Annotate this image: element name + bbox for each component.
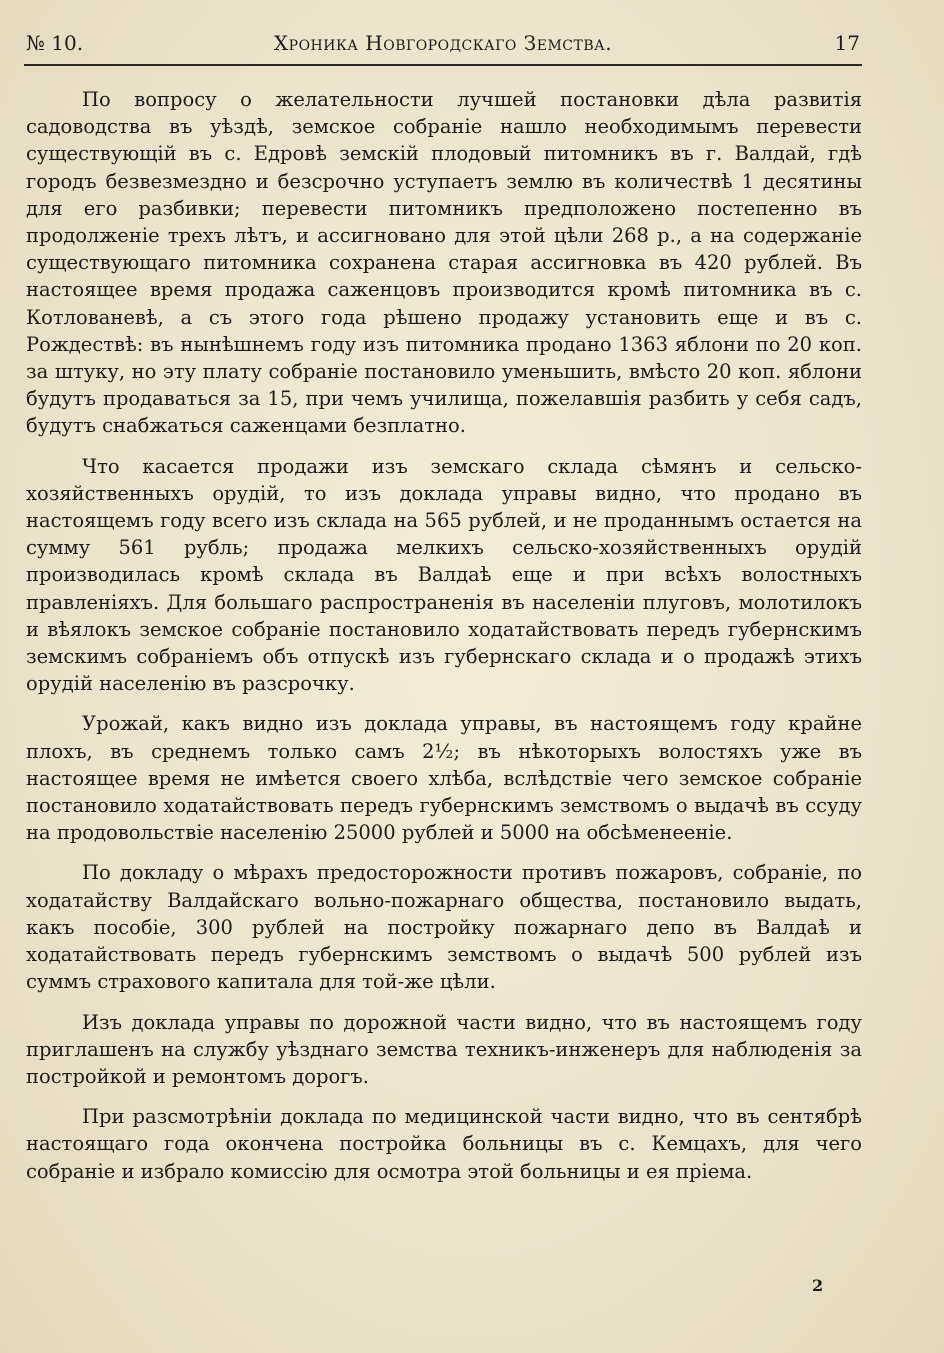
printer-signature-mark: 2: [812, 1276, 824, 1295]
header-rule: [24, 64, 862, 66]
journal-title: Хроника Новгородскаго Земства.: [273, 31, 613, 55]
page-number: 17: [834, 31, 860, 55]
paragraph-harvest: Урожай, какъ видно изъ доклада управы, въ настоящемъ году крайне плохъ, въ среднемъ только самъ 2½; въ нѣкоторыхъ волостяхъ уже въ настоящее время не имѣется своего хлѣба, вслѣдствіе чего земское собраніе постановило ходатайствовать передъ губернскимъ земствомъ о выдачѣ въ ссуду на продовольствіе населенію 25000 рублей и 5000 на обсѣменееніе.: [26, 712, 862, 845]
paragraph-fire-safety: По докладу о мѣрахъ предосторожности противъ пожаровъ, собраніе, по ходатайству Валдайскаго вольно-пожарнаго общества, постановило выдать, какъ пособіе, 300 рублей на постройку пожарнаго депо въ Валдаѣ и ходатайствовать передъ губернскимъ земствомъ о выдачѣ 500 рублей изъ суммъ страхового капитала для той-же цѣли.: [26, 861, 862, 994]
issue-number: № 10.: [26, 31, 84, 55]
paragraph-orchard-nursery: По вопросу о желательности лучшей постановки дѣла развитія садоводства въ уѣздѣ, земское собраніе нашло необходимымъ перевести существующій въ с. Едровѣ земскій плодовый питомникъ въ г. Валдай, гдѣ городъ безвезмездно и безсрочно уступаетъ землю въ количествѣ 1 десятины для его разбивки; перевести питомникъ предположено постепенно въ продолженіе трехъ лѣтъ, и ассигновано для этой цѣли 268 р., а на содержаніе существующаго питомника сохранена старая ассигновка въ 420 рублей. Въ настоящее время продажа саженцовъ производится кромѣ питомника въ с. Котлованевѣ, а съ этого года рѣшено продажу установить еще и въ с. Рождествѣ: въ нынѣшнемъ году изъ питомника продано 1363 яблони по 20 коп. за штуку, но эту плату собраніе постановило уменьшить, вмѣсто 20 коп. яблони будутъ продаваться за 15, при чемъ училища, пожелавшія разбить у себя садъ, будутъ снабжаться саженцами безплатно.: [26, 88, 862, 438]
article-body: [26, 86, 862, 1198]
paragraph-medical: При разсмотрѣніи доклада по медицинской части видно, что въ сентябрѣ настоящаго года окончена постройка больницы въ с. Кемцахъ, для чего собраніе и избрало комиссію для осмотра этой больницы и ея пріема.: [26, 1105, 862, 1183]
running-head: [26, 30, 860, 56]
paragraph-seed-warehouse: Что касается продажи изъ земскаго склада сѣмянъ и сельско-хозяйственныхъ орудій, то изъ доклада управы видно, что продано въ настоящемъ году всего изъ склада на 565 рублей, и не проданнымъ остается на сумму 561 рубль; продажа мелкихъ сельско-хозяйственныхъ орудій производилась кромѣ склада въ Валдаѣ еще и при всѣхъ волостныхъ правленіяхъ. Для большаго распространенія въ населеніи плуговъ, молотилокъ и вѣялокъ земское собраніе постановило ходатайствовать передъ губернскимъ земскимъ собраніемъ объ отпускѣ изъ губернскаго склада и о продажѣ этихъ орудій населенію въ разсрочку.: [26, 454, 862, 696]
paragraph-roads: Изъ доклада управы по дорожной части видно, что въ настоящемъ году приглашенъ на службу уѣзднаго земства техникъ-инженеръ для наблюденія за постройкой и ремонтомъ дорогъ.: [26, 1010, 862, 1088]
